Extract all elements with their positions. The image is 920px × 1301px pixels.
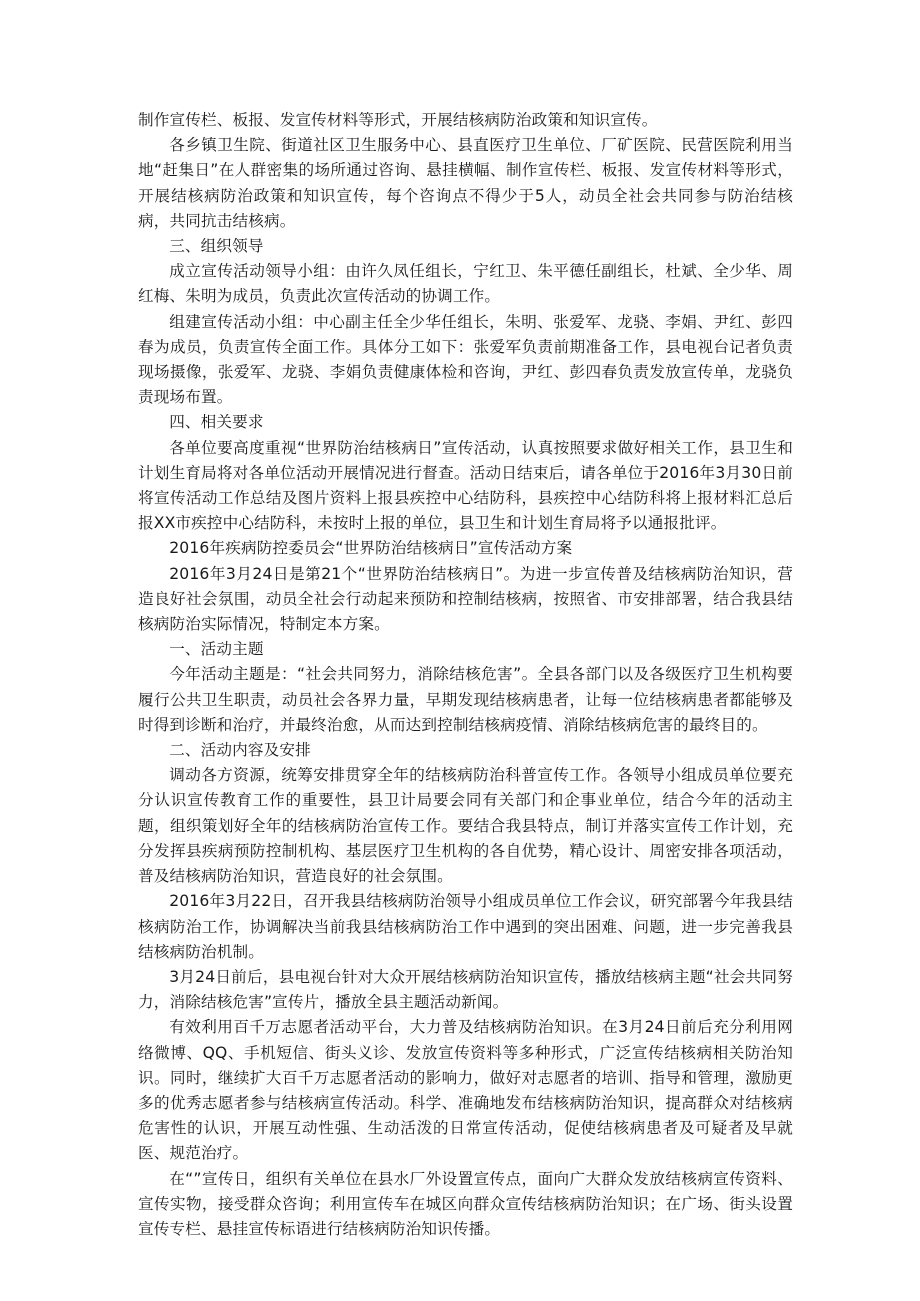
paragraph-tv-broadcast: 3月24日前后，县电视台针对大众开展结核病防治知识宣传，播放结核病主题“社会共同努力，消除结核危害”宣传片，播放全县主题活动新闻。 xyxy=(138,967,793,1012)
paragraph-theme: 今年活动主题是：“社会共同努力，消除结核危害”。全县各部门以及各级医疗卫生机构要履行公共卫生职责，动员社会各界力量，早期发现结核病患者，让每一位结核病患者都能够及时得到诊断和治疗，并最终治愈，从而达到控制结核病疫情、消除结核病危害的最终目的。 xyxy=(138,665,793,734)
paragraph-publicity-day: 在“”宣传日，组织有关单位在县水厂外设置宣传点，面向广大群众发放结核病宣传资料、宣传实物，接受群众咨询；利用宣传车在城区向群众宣传结核病防治知识；在广场、街头设置宣传专栏、悬挂宣传标语进行结核病防治知识传播。 xyxy=(138,1169,793,1238)
paragraph-meeting: 2016年3月22日，召开我县结核病防治领导小组成员单位工作会议，研究部署今年我县结核病防治工作，协调解决当前我县结核病防治工作中遇到的突出困难、问题，进一步完善我县结核病防治机制。 xyxy=(138,892,793,961)
paragraph-leading-group: 成立宣传活动领导小组：由许久凤任组长，宁红卫、朱平德任副组长，杜斌、全少华、周红梅、朱明为成员，负责此次宣传活动的协调工作。 xyxy=(138,262,793,306)
paragraph-intro: 2016年3月24日是第21个“世界防治结核病日”。为进一步宣传普及结核病防治知识，营造良好社会氛围，动员全社会行动起来预防和控制结核病，按照省、市安排部署，结合我县结核病防治实际情况，特制定本方案。 xyxy=(138,564,793,634)
paragraph-resources: 调动各方资源，统筹安排贯穿全年的结核病防治科普宣传工作。各领导小组成员单位要充分认识宣传教育工作的重要性，县卫计局要会同有关部门和企事业单位，结合今年的活动主题，组织策划好全年的结核病防治宣传工作。要结合我县特点，制订并落实宣传工作计划，充分发挥县疾病预防控制机构、基层医疗卫生机构的各自优势，精心设计、周密安排各项活动，普及结核病防治知识，营造良好的社会氛围。 xyxy=(138,766,793,886)
section-heading-theme: 一、活动主题 xyxy=(169,640,264,659)
section-heading-organization: 三、组织领导 xyxy=(169,237,264,256)
document-title: 2016年疾病防控委员会“世界防治结核病日”宣传活动方案 xyxy=(169,539,573,558)
paragraph-volunteers: 有效利用百千万志愿者活动平台，大力普及结核病防治知识。在3月24日前后充分利用网络微博、QQ、手机短信、街头义诊、发放宣传资料等多种形式，广泛宣传结核病相关防治知识。同时，继续扩大百千万志愿者活动的影响力，做好对志愿者的培训、指导和管理，激励更多的优秀志愿者参与结核病宣传活动。科学、准确地发布结核病防治知识，提高群众对结核病危害性的认识，开展互动性强、生动活泼的日常宣传活动，促使结核病患者及可疑者及早就医、规范治疗。 xyxy=(138,1018,793,1163)
section-heading-activities: 二、活动内容及安排 xyxy=(169,741,311,760)
paragraph-working-group: 组建宣传活动小组：中心副主任全少华任组长，朱明、张爱军、龙骁、李娟、尹红、彭四春为成员，负责宣传全面工作。具体分工如下：张爱军负责前期准备工作，县电视台记者负责现场摄像，张爱军、龙骁、李娟负责健康体检和咨询，尹红、彭四春负责发放宣传单，龙骁负责现场布置。 xyxy=(138,312,793,407)
paragraph-requirements: 各单位要高度重视“世界防治结核病日”宣传活动，认真按照要求做好相关工作，县卫生和计划生育局将对各单位活动开展情况进行督查。活动日结束后，请各单位于2016年3月30日前将宣传活动工作总结及图片资料上报县疾控中心结防科，县疾控中心结防科将上报材料汇总后报XX市疾控中心结防科，未按时上报的单位，县卫生和计划生育局将予以通报批评。 xyxy=(138,438,793,533)
paragraph-continuation: 制作宣传栏、板报、发宣传材料等形式，开展结核病防治政策和知识宣传。 xyxy=(138,111,658,129)
paragraph-township-activities: 各乡镇卫生院、街道社区卫生服务中心、县直医疗卫生单位、厂矿医院、民营医院利用当地“赶集日”在人群密集的场所通过咨询、悬挂横幅、制作宣传栏、板报、发宣传材料等形式，开展结核病防治政策和知识宣传，每个咨询点不得少于5人，动员全社会共同参与防治结核病，共同抗击结核病。 xyxy=(138,136,793,230)
section-heading-requirements: 四、相关要求 xyxy=(169,413,264,432)
document-page xyxy=(138,108,793,1242)
